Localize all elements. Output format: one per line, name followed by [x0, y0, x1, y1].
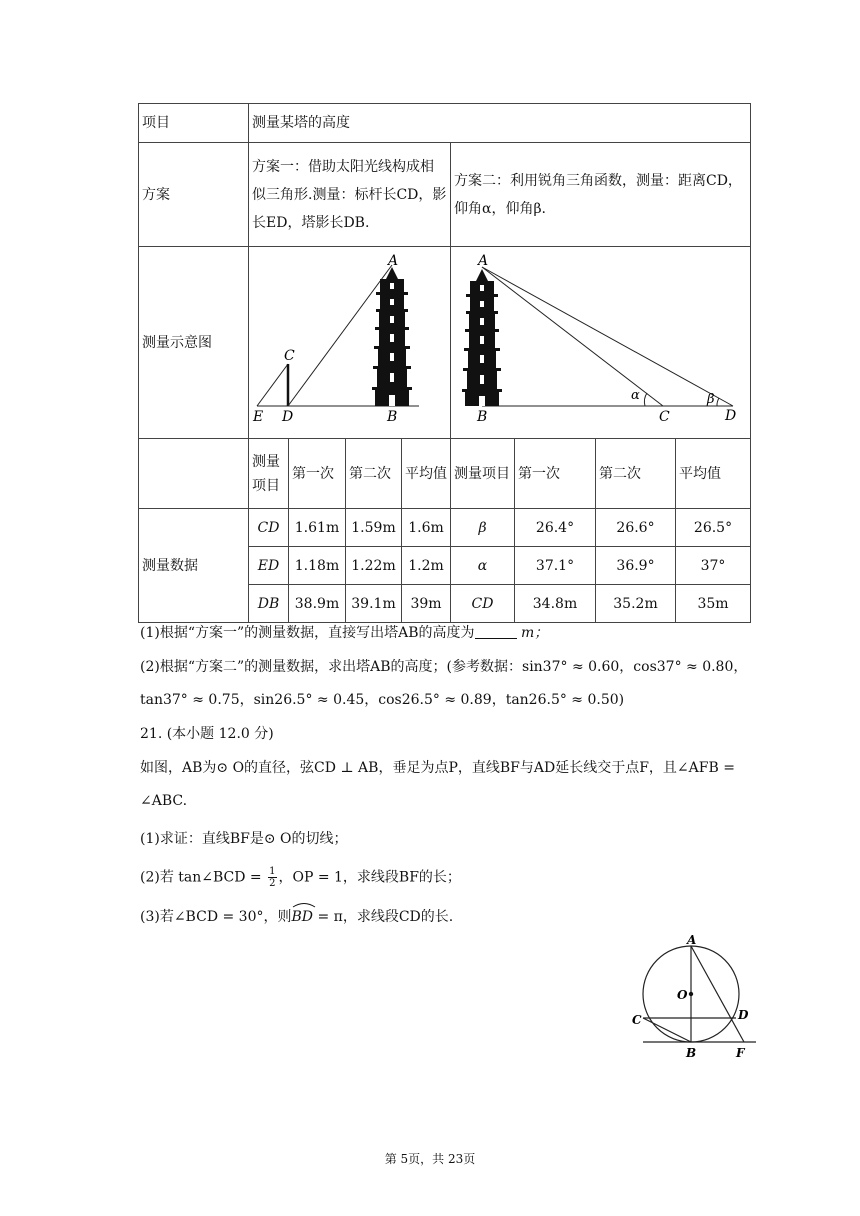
circle-geometry-figure: [626, 930, 760, 1066]
data-cell: 37°: [676, 547, 751, 585]
question-21-line-1: 如图，AB为⊙ O的直径，弦CD ⊥ AB，垂足为点P，直线BF与AD延长线交于点F，且∠AFB =: [140, 760, 735, 776]
q21-2-post: ，OP = 1，求线段BF的长；: [278, 869, 461, 886]
data-cell: 26.4°: [515, 509, 596, 547]
label-a: A: [687, 933, 697, 947]
label-b: B: [387, 409, 398, 425]
label-o: O: [677, 988, 688, 1002]
arc-label: BD: [291, 909, 314, 925]
diagram-cell-plan-two: [451, 247, 751, 439]
question-21-part-2: [140, 866, 461, 889]
question-21-title: 21. (本小题 12.0 分): [140, 726, 274, 742]
data-cell: CD: [249, 509, 289, 547]
q20-1-unit: m；: [521, 625, 549, 641]
header-average: 平均值: [402, 439, 451, 509]
header-item: 测量项目: [249, 439, 289, 509]
data-cell: 1.22m: [346, 547, 402, 585]
data-cell: 1.6m: [402, 509, 451, 547]
measurement-table: [138, 103, 751, 623]
data-cell: 35m: [676, 585, 751, 623]
label-d: D: [725, 408, 737, 424]
answer-blank: [475, 624, 517, 639]
q21-2-pre: (2)若 tan∠BCD =: [140, 869, 262, 886]
row-label-project: 项目: [139, 104, 249, 143]
header-average-2: 平均值: [676, 439, 751, 509]
question-21-line-2: ∠ABC.: [140, 793, 188, 809]
label-alpha: α: [631, 388, 640, 403]
label-b: B: [477, 409, 488, 425]
header-item-2: 测量项目: [451, 439, 515, 509]
question-20-part-2-line-1: (2)根据“方案二”的测量数据，求出塔AB的高度；(参考数据：sin37° ≈ 0.60，cos37° ≈ 0.80，: [140, 659, 748, 675]
data-cell: 35.2m: [596, 585, 676, 623]
data-cell: 39m: [402, 585, 451, 623]
row-label-diagram: 测量示意图: [139, 247, 249, 439]
header-first-2: 第一次: [515, 439, 596, 509]
diagram-cell-plan-one: [249, 247, 451, 439]
label-c: C: [632, 1013, 642, 1027]
fraction: [268, 866, 276, 889]
data-cell: α: [451, 547, 515, 585]
data-cell: 38.9m: [289, 585, 346, 623]
project-value: 测量某塔的高度: [249, 104, 751, 143]
label-f: F: [736, 1046, 745, 1060]
label-beta: β: [707, 392, 715, 407]
label-a: A: [478, 253, 489, 269]
data-cell: CD: [451, 585, 515, 623]
plan-two-text: 方案二：利用锐角三角函数，测量：距离CD，仰角α，仰角β.: [451, 143, 751, 247]
data-cell: 1.61m: [289, 509, 346, 547]
q21-3-pre: (3)若∠BCD = 30°，则: [140, 909, 292, 925]
header-first: 第一次: [289, 439, 346, 509]
data-cell: 34.8m: [515, 585, 596, 623]
label-c: C: [284, 348, 295, 364]
data-cell: 37.1°: [515, 547, 596, 585]
label-e: E: [253, 409, 264, 425]
arc-mark-icon: [292, 902, 316, 908]
data-cell: 39.1m: [346, 585, 402, 623]
fraction-denominator: 2: [269, 878, 276, 889]
q21-3-post: = π，求线段CD的长.: [313, 909, 454, 925]
header-second: 第二次: [346, 439, 402, 509]
label-a: A: [388, 253, 399, 269]
row-label-plan: 方案: [139, 143, 249, 247]
q20-1-text: (1)根据“方案一”的测量数据，直接写出塔AB的高度为: [140, 625, 475, 641]
question-21-part-3: [140, 904, 453, 927]
data-cell: 26.5°: [676, 509, 751, 547]
header-second-2: 第二次: [596, 439, 676, 509]
plan-two-diagram: [451, 247, 750, 430]
label-d: D: [282, 409, 294, 425]
question-20-part-1: [140, 623, 548, 643]
plan-one-text: 方案一：借助太阳光线构成相似三角形.测量：标杆长CD，影长ED，塔影长DB.: [249, 143, 451, 247]
data-cell: DB: [249, 585, 289, 623]
label-b: B: [686, 1046, 697, 1060]
label-c: C: [659, 409, 670, 425]
label-d: D: [738, 1008, 749, 1022]
page-footer: 第 5页，共 23页: [384, 1152, 476, 1166]
row-label-data: 测量数据: [139, 509, 249, 623]
data-cell: β: [451, 509, 515, 547]
data-cell: ED: [249, 547, 289, 585]
data-cell: 1.59m: [346, 509, 402, 547]
data-cell: 1.2m: [402, 547, 451, 585]
data-cell: 36.9°: [596, 547, 676, 585]
header-blank: [139, 439, 249, 509]
plan-one-diagram: [249, 247, 450, 430]
data-cell: 1.18m: [289, 547, 346, 585]
question-20-part-2-line-2: tan37° ≈ 0.75，sin26.5° ≈ 0.45，cos26.5° ≈ 0.89，tan26.5° ≈ 0.50): [140, 692, 625, 708]
arc-bd: [292, 904, 314, 927]
question-21-part-1: (1)求证：直线BF是⊙ O的切线；: [140, 831, 348, 847]
fraction-numerator: 1: [269, 866, 276, 877]
data-cell: 26.6°: [596, 509, 676, 547]
